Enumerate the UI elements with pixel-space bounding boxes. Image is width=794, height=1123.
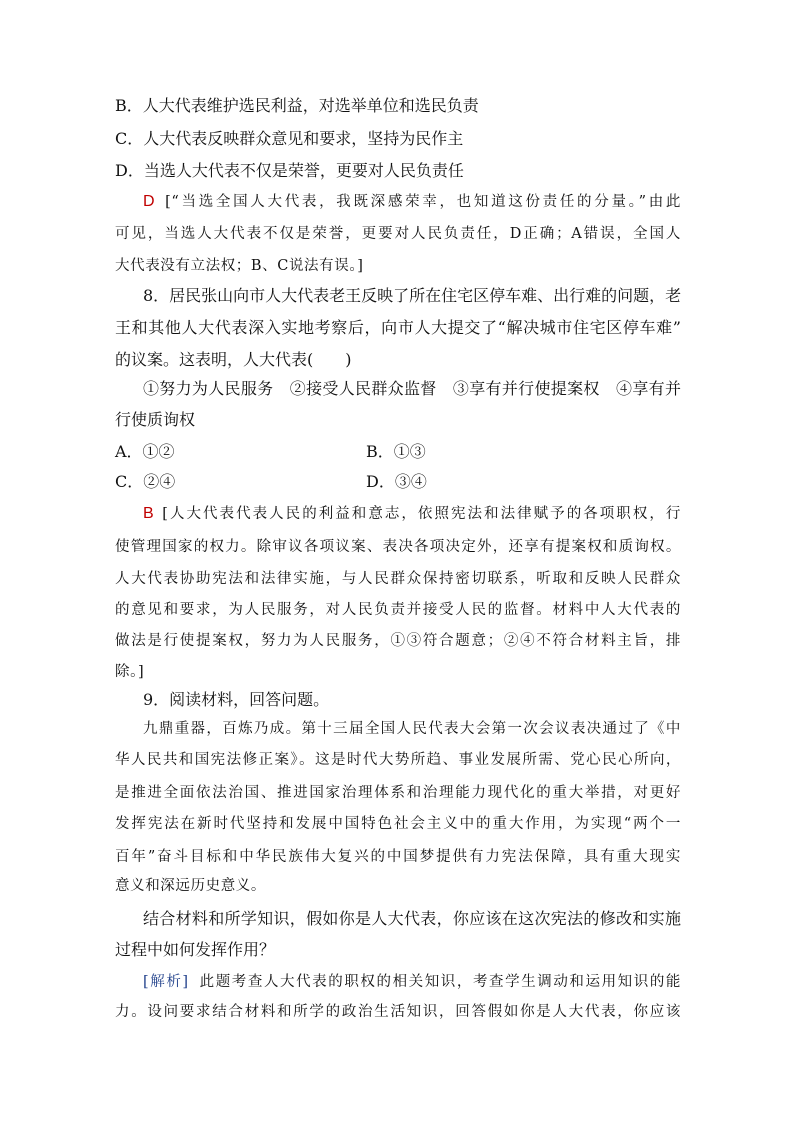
q8-explanation-line-6: 除。] (115, 664, 145, 680)
q9-material-line-1: 九鼎重器，百炼乃成。第十三届全国人民代表大会第一次会议表决通过了《中 (143, 721, 681, 737)
q8-options-row-1 (115, 442, 681, 462)
q9-material-line-4: 发挥宪法在新时代坚持和发展中国特色社会主义中的重大作用，为实现“两个一 (115, 816, 681, 832)
q8-answer: B (143, 505, 155, 522)
q8-stem-line-1: 8．居民张山向市人大代表老王反映了所在住宅区停车难、出行难的问题，老 (143, 286, 682, 305)
q9-material-line-2: 华人民共和国宪法修正案》。这是时代大势所趋、事业发展所需、党心民心所向， (115, 752, 681, 768)
q9-material-line-3: 是推进全面依法治国、推进国家治理体系和治理能力现代化的重大举措，对更好 (115, 785, 681, 801)
q8-option-c: C．②④ (115, 472, 176, 491)
q8-explanation-line-3: 人大代表协助宪法和法律实施，与人民群众保持密切联系，听取和反映人民群众 (115, 571, 681, 587)
q8-option-b: B．①③ (366, 442, 426, 461)
q7-option-d: D．当选人大代表不仅是荣誉，更要对人民负责任 (115, 161, 464, 180)
q8-explanation-line-1: B [人大代表代表人民的利益和意志，依照宪法和法律赋予的各项职权，行 (143, 505, 681, 522)
q7-explanation-line-3: 大代表没有立法权；B、C说法有误。] (115, 258, 364, 274)
q8-option-a: A．①② (115, 442, 175, 461)
q7-option-c: C．人大代表反映群众意见和要求，坚持为民作主 (115, 129, 464, 148)
q8-option-d: D．③④ (366, 472, 427, 491)
analysis-tag: [解析] (143, 974, 189, 990)
q8-statements-line-2: 行使质询权 (115, 410, 196, 429)
q8-statements-line-1: ①努力为人民服务 ②接受人民群众监督 ③享有并行使提案权 ④享有并 (143, 379, 681, 398)
q9-analysis-line-2: 力。设问要求结合材料和所学的政治生活知识，回答假如你是人大代表，你应该 (115, 1004, 681, 1020)
q7-option-b: B．人大代表维护选民利益，对选举单位和选民负责 (115, 96, 479, 115)
q9-analysis-line-1: [解析] 此题考查人大代表的职权的相关知识，考查学生调动和运用知识的能 (143, 974, 681, 990)
q9-stem: 9．阅读材料，回答问题。 (143, 690, 330, 709)
q8-stem-line-3: 的议案。这表明，人大代表( ) (115, 350, 352, 369)
q8-explanation-line-2: 使管理国家的权力。除审议各项议案、表决各项决定外，还享有提案权和质询权。 (115, 539, 681, 555)
q9-question-line-2: 过程中如何发挥作用？ (115, 940, 276, 959)
q9-question-line-1: 结合材料和所学知识，假如你是人大代表，你应该在这次宪法的修改和实施 (143, 909, 681, 928)
q8-explanation-line-4: 的意见和要求，为人民服务，对人民负责并接受人民的监督。材料中人大代表的 (115, 602, 681, 618)
q7-explanation-line-2: 可见，当选人大代表不仅是荣誉，更要对人民负责任，D正确；A错误，全国人 (115, 226, 681, 242)
q8-options-row-2 (115, 472, 681, 492)
q9-material-line-5: 百年”奋斗目标和中华民族伟大复兴的中国梦提供有力宪法保障，具有重大现实 (115, 849, 681, 865)
q7-answer: D (143, 193, 156, 210)
q7-explanation-line-1: D [“当选全国人大代表，我既深感荣幸，也知道这份责任的分量。”由此 (143, 193, 681, 210)
q8-explanation-line-5: 做法是行使提案权，努力为人民服务，①③符合题意；②④不符合材料主旨，排 (115, 633, 681, 649)
q8-stem-line-2: 王和其他人大代表深入实地考察后，向市人大提交了“解决城市住宅区停车难” (115, 318, 681, 337)
q9-material-line-6: 意义和深远历史意义。 (115, 878, 266, 894)
